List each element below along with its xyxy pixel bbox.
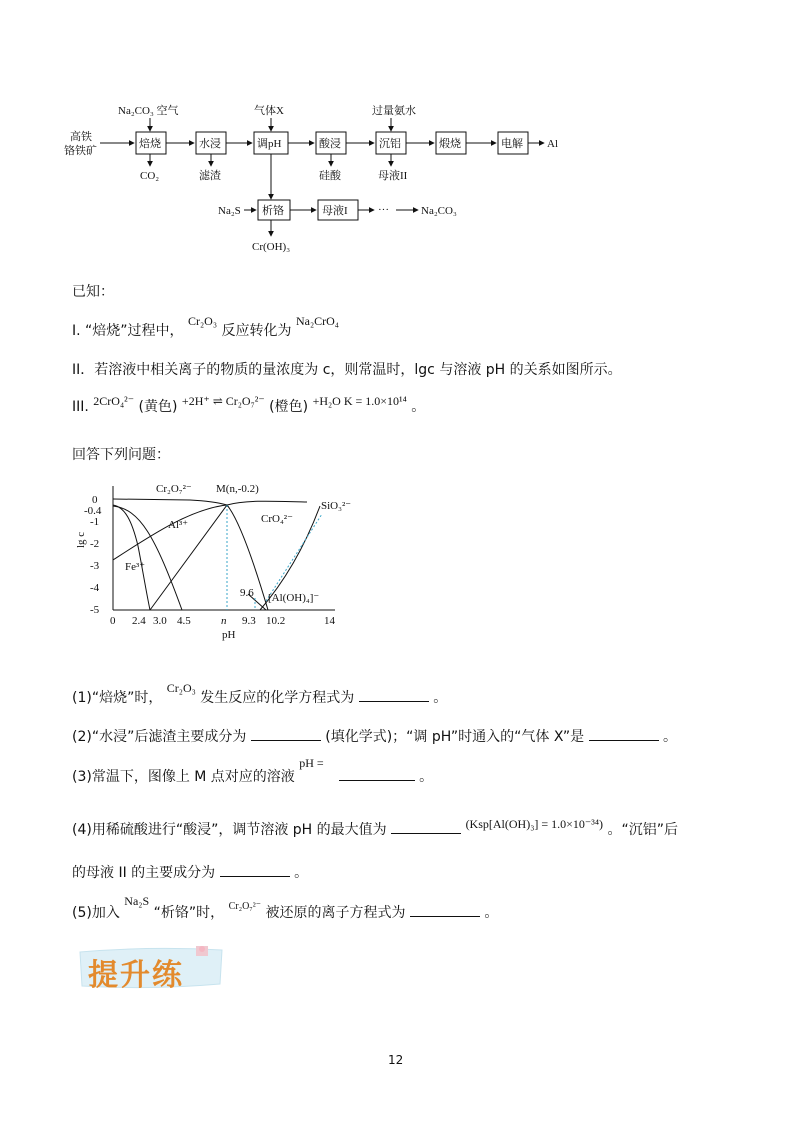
y-tick-3: -2 [90, 538, 100, 550]
step-precip-al-label: 沉铝 [379, 138, 401, 150]
known-item-1-formula-a: Cr₂O₃ [188, 314, 218, 328]
question-5 [72, 894, 499, 922]
known-item-3-eq-a: 2CrO₄²⁻ [93, 394, 135, 408]
q2-text-a: (2)“水浸”后滤渣主要成分为 [72, 729, 247, 745]
x-tick-3: 4.5 [177, 615, 191, 627]
adjust-ph-input-label: 气体X [254, 105, 284, 117]
water-leach-output-label: 滤渣 [199, 170, 221, 182]
x-tick-1: 2.4 [132, 615, 146, 627]
y-tick-0: 0 [92, 494, 98, 506]
q1-text-a: (1)“焙烧”时， [72, 690, 163, 706]
q5-formula-2: Cr₂O₇²⁻ [228, 901, 262, 912]
y-tick-5: -4 [90, 582, 100, 594]
q3-text-a: (3)常温下，图像上 M 点对应的溶液 [72, 769, 295, 785]
q5-end: 。 [484, 905, 499, 921]
label-fe: Fe³⁺ [125, 561, 146, 573]
q1-answer-blank[interactable] [359, 687, 429, 702]
q3-end: 。 [419, 769, 434, 785]
y-tick-4: -3 [90, 560, 100, 572]
step-acid-leach-label: 酸浸 [319, 138, 341, 150]
q2-answer-blank-2[interactable] [589, 726, 659, 741]
mother-liquor-1-label: 母液I [322, 205, 348, 217]
known-item-3-eq-c: +H₂O K = 1.0×10¹⁴ [312, 394, 407, 408]
x-tick-5: 9.3 [242, 615, 256, 627]
known-item-3-color-a: (黄色) [138, 399, 178, 415]
branch-product-label: Na₂CO₃ [421, 205, 457, 217]
y-tick-1: -0.4 [84, 505, 102, 517]
x-tick-7: 14 [324, 615, 335, 627]
q4-formula: (Ksp[Al(OH)₃] = 1.0×10⁻³⁴) [465, 817, 604, 831]
q3-answer-blank[interactable] [339, 766, 415, 781]
step-calcine-label: 煅烧 [439, 138, 461, 150]
y-tick-6: -5 [90, 604, 100, 616]
x-tick-4: n [221, 615, 227, 627]
cro4-curve [113, 501, 307, 560]
y-tick-2: -1 [90, 516, 100, 528]
q5-text-c: 被还原的离子方程式为 [265, 905, 406, 921]
q5-answer-blank[interactable] [410, 902, 480, 917]
acid-leach-output-label: 硅酸 [319, 170, 341, 182]
question-4 [72, 819, 678, 839]
final-product-label: Al [547, 138, 558, 150]
label-cro4: CrO₄²⁻ [261, 513, 293, 525]
x-axis-label: pH [222, 629, 236, 641]
question-4-continued [72, 862, 308, 882]
section-banner [76, 944, 226, 994]
y-axis-label: lg c [75, 531, 87, 548]
precip-al-output-label: 母液II [378, 170, 408, 182]
sio3-dashed [266, 514, 322, 601]
step-chromium-label: 析铬 [262, 205, 284, 217]
precip-al-input-label: 过量氨水 [372, 105, 416, 117]
step-water-leach-label: 水浸 [199, 138, 221, 150]
known-intro: 已知： [72, 284, 114, 300]
q4-text-a: (4)用稀硫酸进行“酸浸”，调节溶液 pH 的最大值为 [72, 822, 387, 838]
known-item-3 [72, 396, 425, 416]
q1-formula: Cr₂O₃ [166, 681, 196, 695]
known-item-3-color-b: (橙色) [269, 399, 309, 415]
process-flowchart [60, 98, 620, 258]
known-item-1-mid: 反应转化为 [221, 323, 292, 339]
q4-end: 。 [294, 865, 309, 881]
q2-text-b: (填化学式)；“调 pH”时通入的“气体 X”是 [325, 729, 585, 745]
question-1 [72, 681, 448, 707]
q5-text-a: (5)加入 [72, 905, 120, 921]
raw-material-label-1: 高铁 [70, 131, 92, 143]
label-cr2o7: Cr₂O₇²⁻ [156, 483, 192, 495]
label-al: Al³⁺ [168, 519, 189, 531]
q5-formula-1: Na₂S [124, 894, 150, 908]
question-2 [72, 726, 677, 746]
roast-output-label: CO₂ [140, 170, 160, 182]
step-roast-label: 焙烧 [139, 138, 161, 150]
q1-text-b: 发生反应的化学方程式为 [200, 690, 355, 706]
step-electrolysis-label: 电解 [501, 138, 523, 150]
q4-answer-blank-2[interactable] [220, 862, 290, 877]
known-item-3-prefix: III. [72, 399, 89, 415]
known-item-2: II．若溶液中相关离子的物质的量浓度为 c，则常温时，lgc 与溶液 pH 的关系如图所示。 [72, 362, 622, 378]
page-number: 12 [388, 1053, 404, 1067]
q4-answer-blank-1[interactable] [391, 819, 461, 834]
raw-material-label-2: 铬铁矿 [64, 145, 97, 157]
q2-answer-blank-1[interactable] [251, 726, 321, 741]
banner-title: 提升练 [88, 958, 184, 993]
label-v96: 9.6 [240, 587, 254, 599]
x-tick-0: 0 [110, 615, 116, 627]
known-item-3-end: 。 [411, 399, 426, 415]
known-item-1-formula-b: Na₂CrO₄ [295, 314, 339, 328]
precipitate-label: Cr(OH)₃ [252, 241, 291, 253]
chromium-input-label: Na₂S [218, 205, 241, 217]
q4-text-b: 。“沉铝”后 [607, 822, 679, 838]
x-tick-2: 3.0 [153, 615, 167, 627]
known-item-1-prefix: I. “焙烧”过程中， [72, 323, 184, 339]
q4-text-c: 的母液 II 的主要成分为 [72, 865, 216, 881]
label-aloh4: [Al(OH)₄]⁻ [268, 592, 320, 604]
branch-dots: ··· [378, 204, 389, 216]
q2-end: 。 [663, 729, 677, 745]
known-item-1 [72, 314, 339, 340]
label-point-m: M(n,-0.2) [216, 483, 259, 495]
step-adjust-ph-label: 调pH [257, 138, 282, 150]
x-tick-6: 10.2 [266, 615, 286, 627]
answer-intro: 回答下列问题： [72, 447, 170, 463]
lgc-ph-graph [70, 476, 360, 646]
q1-end: 。 [433, 690, 448, 706]
fe-curve [113, 505, 150, 610]
roast-input-label: Na₂CO₃ 空气 [118, 105, 179, 117]
q3-formula: pH = [299, 756, 324, 770]
known-item-3-eq-b: +2H⁺ ⇌ Cr₂O₇²⁻ [181, 394, 265, 408]
question-3 [72, 756, 434, 786]
label-sio3: SiO₃²⁻ [321, 500, 352, 512]
q5-text-b: “析铬”时， [153, 905, 225, 921]
